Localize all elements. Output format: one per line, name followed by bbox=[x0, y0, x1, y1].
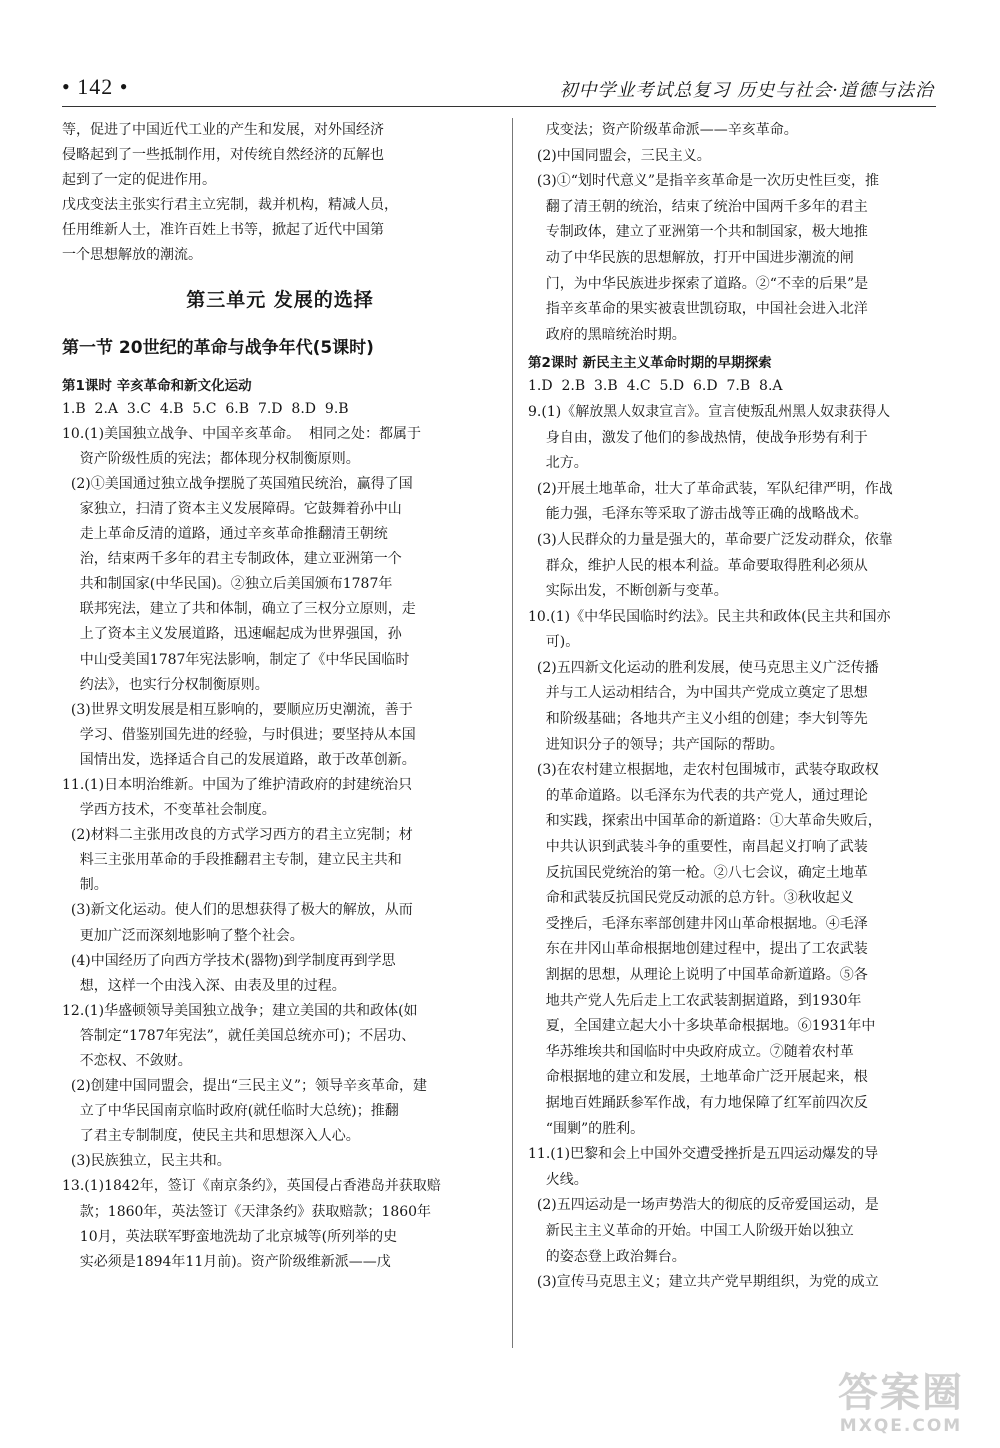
answer-line: 走上革命反清的道路，通过辛亥革命推翻清王朝统 bbox=[62, 526, 388, 543]
answer-line: (3)新文化运动。使人们的思想获得了极大的解放，从而 bbox=[62, 902, 413, 919]
answer-line: 资产阶级性质的宪法；都体现分权制衡原则。 bbox=[62, 450, 360, 467]
answer-line: 上了资本主义发展道路，迅速崛起成为世界强国，孙 bbox=[62, 626, 402, 643]
answer-line: 戌变法；资产阶级革命派——辛亥革命。 bbox=[528, 122, 798, 138]
right-column bbox=[528, 118, 942, 1296]
answer-line: (2)开展土地革命，壮大了革命武装，军队纪律严明，作战 bbox=[528, 480, 893, 497]
answer-line: (2)①美国通过独立战争摆脱了英国殖民统治，赢得了国 bbox=[62, 475, 413, 492]
running-title: 初中学业考试总复习 历史与社会·道德与法治 bbox=[559, 80, 934, 101]
answer-line: (3)宣传马克思主义；建立共产党早期组织，为党的成立 bbox=[528, 1274, 879, 1291]
answer-line: (2)五四新文化运动的胜利发展，使马克思主义广泛传播 bbox=[528, 659, 879, 676]
page-number: • 142 • bbox=[62, 74, 129, 99]
answer-line: 华苏维埃共和国临时中央政府成立。⑦随着农村革 bbox=[528, 1043, 854, 1060]
answer-line: 国情出发，选择适合自己的发展道路，敢于改革创新。 bbox=[62, 751, 416, 768]
answer-line: 答制定“1787年宪法”，就任美国总统亦可)；不居功、 bbox=[62, 1027, 416, 1044]
answer-line: 火线。 bbox=[528, 1171, 588, 1188]
unit-heading: 第三单元 发展的选择 bbox=[186, 288, 374, 311]
answer-line: (2)材料二主张用改良的方式学习西方的君主立宪制；材 bbox=[62, 827, 413, 844]
answer-line: (2)创建中国同盟会，提出“三民主义”；领导辛亥革命，建 bbox=[62, 1078, 428, 1095]
answer-line: 实必须是1894年11月前)。资产阶级维新派——戊 bbox=[62, 1253, 391, 1270]
answer-line: 反抗国民党统治的第一枪。②八七会议，确定土地革 bbox=[528, 864, 868, 881]
answer-line: 地共产党人先后走上工农武装割据道路，到1930年 bbox=[528, 992, 862, 1009]
answer-line: 一个思想解放的潮流。 bbox=[62, 247, 202, 264]
watermark-logo-text: 答案圈 bbox=[838, 1370, 964, 1416]
answer-line: 联邦宪法，建立了共和体制，确立了三权分立原则，走 bbox=[62, 601, 416, 618]
answer-line: 命根据地的建立和发展，土地革命广泛开展起来，根 bbox=[528, 1069, 868, 1086]
answer-line: (4)中国经历了向西方学技术(器物)到学制度再到学思 bbox=[62, 952, 396, 969]
answer-line: 戊戌变法主张实行君主立宪制，裁并机构，精减人员， bbox=[62, 197, 398, 214]
answer-line: 门，为中华民族进步探索了道路。②“不幸的后果”是 bbox=[528, 275, 869, 292]
answer-line: 命和武装反抗国民党反动派的总方针。③秋收起义 bbox=[528, 890, 854, 907]
answer-line: 款；1860年，英法签订《天津条约》获取赔款；1860年 bbox=[62, 1203, 432, 1220]
header-rule bbox=[62, 106, 936, 107]
answer-line: 11.(1)巴黎和会上中国外交遭受挫折是五四运动爆发的导 bbox=[528, 1146, 879, 1163]
answer-line: 10.(1)美国独立战争、中国辛亥革命。 相同之处：都属于 bbox=[62, 425, 421, 442]
answer-line: 可)。 bbox=[528, 634, 580, 651]
answer-line: 新民主主义革命的开始。中国工人阶级开始以独立 bbox=[528, 1222, 854, 1239]
answer-line: (3)①“划时代意义”是指辛亥革命是一次历史性巨变，推 bbox=[528, 173, 880, 190]
lesson-heading: 第2课时 新民主主义革命时期的早期探索 bbox=[528, 355, 772, 372]
answer-line: 了君主专制制度，使民主共和思想深入人心。 bbox=[62, 1128, 360, 1145]
answer-line: 侵略起到了一些抵制作用，对传统自然经济的瓦解也 bbox=[62, 147, 384, 164]
answer-line: 任用维新人士，准许百姓上书等，掀起了近代中国第 bbox=[62, 222, 384, 239]
answer-line: (3)人民群众的力量是强大的，革命要广泛发动群众，依靠 bbox=[528, 531, 893, 548]
lesson-heading: 第1课时 辛亥革命和新文化运动 bbox=[62, 377, 252, 394]
page-header bbox=[62, 74, 934, 102]
answer-line: 北方。 bbox=[528, 455, 588, 472]
answer-line: (3)世界文明发展是相互影响的，要顺应历史潮流，善于 bbox=[62, 701, 413, 718]
answer-line: 共和制国家(中华民国)。②独立后美国颁布1787年 bbox=[62, 576, 393, 593]
left-column bbox=[62, 118, 498, 1275]
answer-line: 料三主张用革命的手段推翻君主专制，建立民主共和 bbox=[62, 852, 402, 869]
answer-line: (3)民族独立，民主共和。 bbox=[62, 1153, 231, 1170]
answer-line: 和阶级基础；各地共产主义小组的创建；李大钊等先 bbox=[528, 711, 868, 728]
section-heading: 第一节 20世纪的革命与战争年代(5课时) bbox=[62, 337, 374, 358]
answer-line: 12.(1)华盛顿领导美国独立战争；建立美国的共和政体(如 bbox=[62, 1002, 418, 1019]
answer-line: 进知识分子的领导；共产国际的帮助。 bbox=[528, 736, 784, 753]
answer-line: 割据的思想，从理论上说明了中国革命新道路。⑤各 bbox=[528, 967, 868, 983]
answer-line: 实际出发，不断创新与变革。 bbox=[528, 583, 728, 600]
answer-line: 夏，全国建立起大小十多块革命根据地。⑥1931年中 bbox=[528, 1018, 876, 1035]
column-divider bbox=[512, 118, 513, 1348]
answer-line: 身自由，激发了他们的参战热情，使战争形势有利于 bbox=[528, 429, 868, 446]
answer-line: 立了中华民国南京临时政府(就任临时大总统)；推翻 bbox=[62, 1103, 399, 1120]
answer-line: (3)在农村建立根据地，走农村包围城市，武装夺取政权 bbox=[528, 762, 879, 779]
answer-line: 更加广泛而深刻地影响了整个社会。 bbox=[62, 927, 304, 944]
answer-line: 13.(1)1842年，签订《南京条约》，英国侵占香港岛并获取赔 bbox=[62, 1178, 441, 1195]
answer-line: 指辛亥革命的果实被袁世凯窃取，中国社会进入北洋 bbox=[528, 301, 868, 318]
answer-line: “围剿”的胜利。 bbox=[528, 1120, 645, 1137]
answer-line: 约法》，也实行分权制衡原则。 bbox=[62, 676, 269, 693]
watermark-url: MXQE.COM bbox=[839, 1416, 963, 1436]
answer-line: 治，结束两千多年的君主专制政体，建立亚洲第一个 bbox=[62, 551, 402, 568]
answer-line: 等，促进了中国近代工业的产生和发展，对外国经济 bbox=[62, 122, 384, 138]
answer-line: 想，这样一个由浅入深、由表及里的过程。 bbox=[62, 977, 346, 994]
answer-line: 家独立，扫清了资本主义发展障碍。它鼓舞着孙中山 bbox=[62, 500, 402, 517]
answer-line: 能力强，毛泽东等采取了游击战等正确的战略战术。 bbox=[528, 506, 868, 523]
answer-line: 10月，英法联军野蛮地洗劫了北京城等(所列举的史 bbox=[62, 1228, 398, 1245]
answer-line: 动了中华民族的思想解放，打开中国进步潮流的闸 bbox=[528, 249, 854, 266]
answer-line: 1.B 2.A 3.C 4.B 5.C 6.B 7.D 8.D 9.B bbox=[62, 400, 349, 417]
answer-line: 受挫后，毛泽东率部创建井冈山革命根据地。④毛泽 bbox=[528, 915, 868, 932]
answer-line: 学习、借鉴别国先进的经验，与时俱进；要坚持从本国 bbox=[62, 726, 416, 743]
answer-line: 制。 bbox=[62, 877, 108, 894]
answer-line: 的姿态登上政治舞台。 bbox=[528, 1248, 686, 1265]
answer-line: 中山受美国1787年宪法影响，制定了《中华民国临时 bbox=[62, 651, 410, 668]
answer-line: 学西方技术，不变革社会制度。 bbox=[62, 802, 276, 819]
answer-line: 东在井冈山革命根据地创建过程中，提出了工农武装 bbox=[528, 941, 868, 958]
answer-line: 10.(1)《中华民国临时约法》。民主共和政体(民主共和国亦 bbox=[528, 608, 891, 625]
answer-line: 并与工人运动相结合，为中国共产党成立奠定了思想 bbox=[528, 685, 868, 702]
answer-line: (2)五四运动是一场声势浩大的彻底的反帝爱国运动，是 bbox=[528, 1197, 879, 1214]
site-watermark bbox=[816, 1370, 986, 1442]
answer-line: 中共认识到武装斗争的重要性，南昌起义打响了武装 bbox=[528, 839, 868, 856]
answer-line: 不恋权、不敛财。 bbox=[62, 1053, 192, 1069]
answer-line: 11.(1)日本明治维新。中国为了维护清政府的封建统治只 bbox=[62, 776, 413, 793]
answer-line: 1.D 2.B 3.B 4.C 5.D 6.D 7.B 8.A bbox=[528, 378, 783, 395]
answer-line: 起到了一定的促进作用。 bbox=[62, 172, 216, 189]
answer-line: 翻了清王朝的统治，结束了统治中国两千多年的君主 bbox=[528, 198, 868, 215]
answer-line: 据地百姓踊跃参军作战，有力地保障了红军前四次反 bbox=[528, 1094, 868, 1111]
answer-line: 的革命道路。以毛泽东为代表的共产党人，通过理论 bbox=[528, 787, 868, 804]
answer-line: (2)中国同盟会，三民主义。 bbox=[528, 147, 711, 164]
answer-line: 政府的黑暗统治时期。 bbox=[528, 326, 686, 343]
answer-line: 9.(1)《解放黑人奴隶宣言》。宣言使叛乱州黑人奴隶获得人 bbox=[528, 403, 891, 420]
answer-line: 群众，维护人民的根本利益。革命要取得胜利必须从 bbox=[528, 557, 868, 574]
answer-line: 和实践，探索出中国革命的新道路：①大革命失败后， bbox=[528, 813, 882, 830]
answer-line: 专制政体，建立了亚洲第一个共和制国家，极大地推 bbox=[528, 224, 868, 241]
